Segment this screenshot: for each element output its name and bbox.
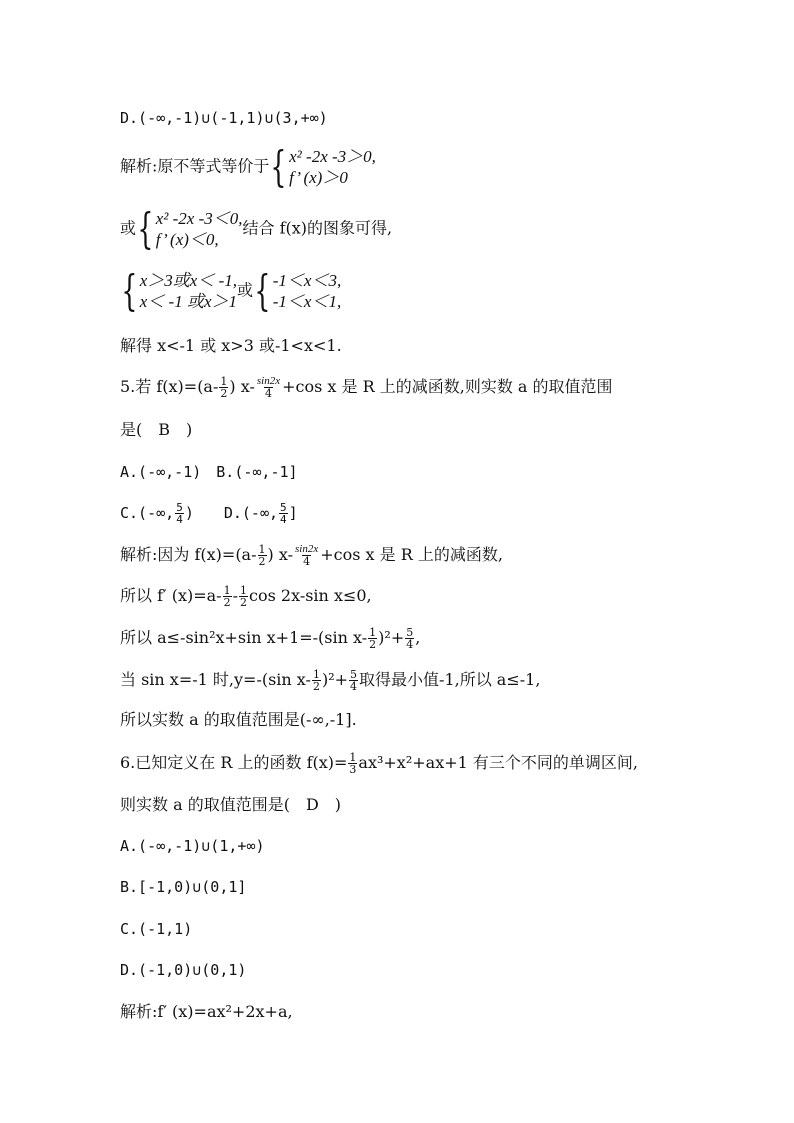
solution-text: 或 xyxy=(237,280,254,300)
inequality-system-3 xyxy=(120,266,237,315)
system-row: x＜ -1 或x＞1 xyxy=(139,292,237,311)
system-row: x² -2x -3＜0, xyxy=(155,209,243,228)
solution-5-line-1: 解析:因为 f(x)=(a- $\frac{1}{2}$ ) x- $\frac{\sin 2x}{4}$ +cos x 是 R 上的减函数, xyxy=(120,543,503,568)
system-row: -1＜x＜3, xyxy=(272,271,342,290)
question-6-option-a: A.(-∞,-1)∪(1,+∞) xyxy=(120,837,265,855)
question-6-option-b: B.[-1,0)∪(0,1] xyxy=(120,878,247,896)
solution-line-1 xyxy=(120,142,376,191)
system-row: x² -2x -3＞0, xyxy=(289,147,376,166)
solution-text: 解析:原不等式等价于 xyxy=(120,156,270,176)
inequality-system-1 xyxy=(269,142,376,191)
solution-5-line-3: 所以 a≤-sin²x+sin x+1=-(sin x- $\frac{1}{2}$ )²+ $\frac{5}{4}$ , xyxy=(120,626,421,651)
question-6-option-c: C.(-1,1) xyxy=(120,920,193,938)
system-row: f’ (x)＜0, xyxy=(155,230,219,249)
question-5-options-ab: A.(-∞,-1) B.(-∞,-1] xyxy=(120,463,298,481)
question-6-option-d: D.(-1,0)∪(0,1) xyxy=(120,961,247,979)
question-6-stem: 6.已知定义在 R 上的函数 f(x)= $\frac{1}{3}$ ax³+x²+ax+1 有三个不同的单调区间, xyxy=(120,751,638,776)
solution-5-line-4: 当 sin x=-1 时,y=-(sin x- $\frac{1}{2}$ )²+ $\frac{5}{4}$ 取得最小值-1,所以 a≤-1, xyxy=(120,668,541,693)
solution-text: 或 xyxy=(120,218,137,238)
brace-icon: { xyxy=(137,204,154,253)
solution-text: 结合 f(x)的图象可得, xyxy=(242,218,393,238)
brace-icon: { xyxy=(270,142,287,191)
brace-icon: { xyxy=(254,266,271,315)
solution-result: 解得 x<-1 或 x>3 或-1<x<1. xyxy=(120,336,342,355)
solution-6-line-1: 解析:f′ (x)=ax²+2x+a, xyxy=(120,1002,293,1021)
brace-icon: { xyxy=(121,266,138,315)
solution-5-line-2: 所以 f′ (x)=a- $\frac{1}{2}$ - $\frac{1}{2}$ cos 2x-sin x≤0, xyxy=(120,584,372,609)
option-d-prev: D.(-∞,-1)∪(-1,1)∪(3,+∞) xyxy=(120,109,328,127)
question-5-answer: 是( B ) xyxy=(120,420,193,439)
system-row: f’ (x)＞0 xyxy=(289,168,348,187)
question-6-answer: 则实数 a 的取值范围是( D ) xyxy=(120,795,342,814)
question-5-options-cd: C.(-∞, $\frac{5}{4}$ ) D.(-∞, $\frac{5}{4}$ ] xyxy=(120,501,298,526)
inequality-system-4 xyxy=(253,266,342,315)
solution-line-3 xyxy=(120,266,342,315)
question-5-stem: 5.若 f(x)=(a- $\frac{1}{2}$ ) x- $\frac{\sin 2x}{4}$ +cos x 是 R 上的减函数,则实数 a 的取值范围 xyxy=(120,375,613,400)
solution-5-conclusion: 所以实数 a 的取值范围是(-∞,-1]. xyxy=(120,710,357,729)
system-row: x＞3或x＜ -1, xyxy=(139,271,237,290)
solution-line-2 xyxy=(120,204,393,253)
inequality-system-2 xyxy=(136,204,243,253)
system-row: -1＜x＜1, xyxy=(272,292,342,311)
